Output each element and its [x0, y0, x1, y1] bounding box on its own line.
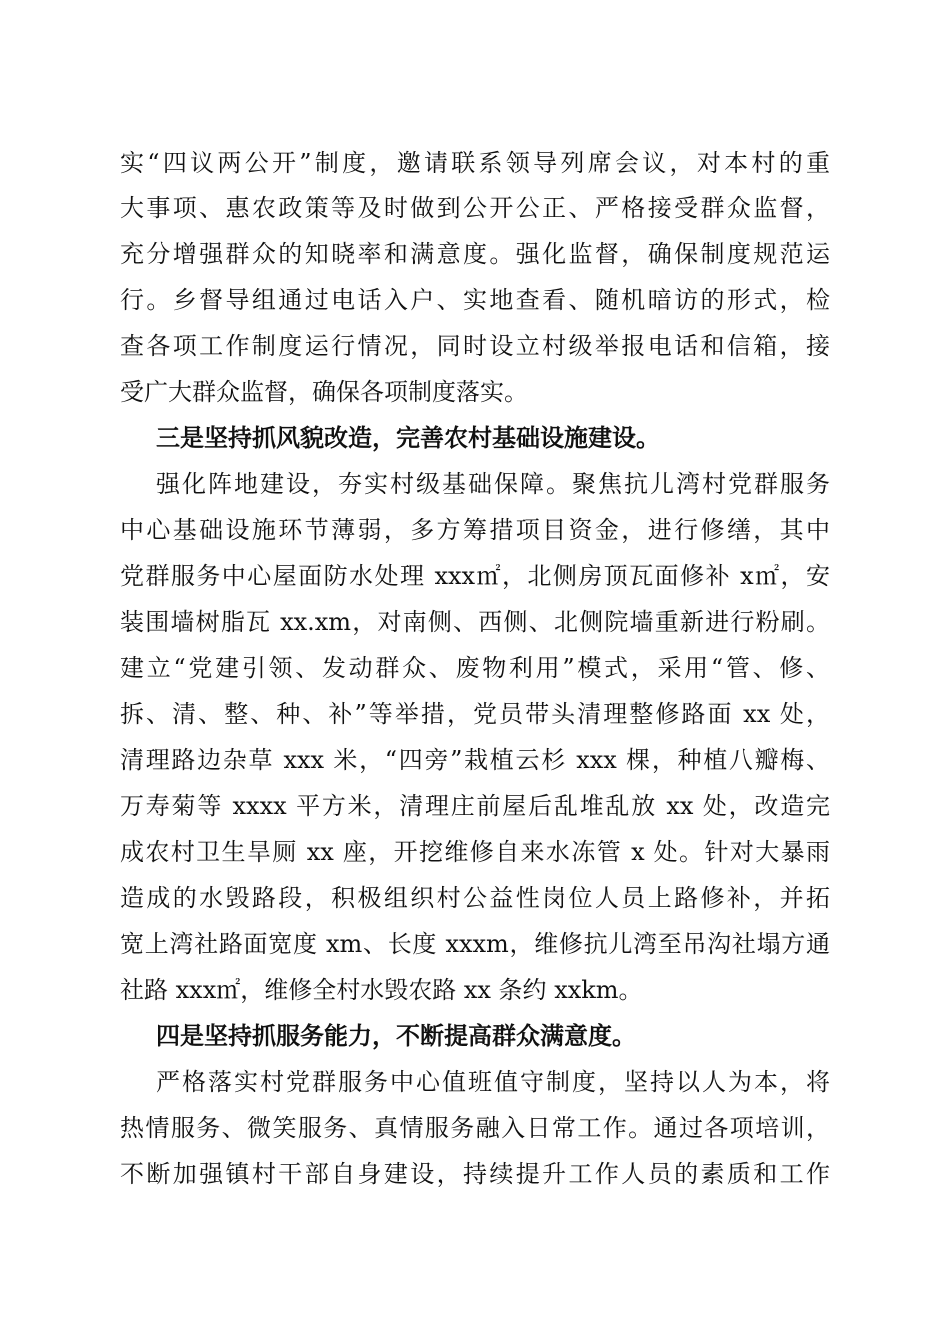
- paragraph-line: 拆、清、整、种、补”等举措，党员带头清理整修路面 xx 处，: [120, 700, 830, 728]
- paragraph-line: 党群服务中心屋面防水处理 xxx㎡，北侧房顶瓦面修补 x㎡，安: [120, 562, 830, 590]
- paragraph-line: 大事项、惠农政策等及时做到公开公正、严格接受群众监督，: [120, 194, 830, 222]
- paragraph-line: 强化阵地建设，夯实村级基础保障。聚焦抗儿湾村党群服务: [156, 470, 830, 498]
- paragraph-line: 实“四议两公开”制度，邀请联系领导列席会议，对本村的重: [120, 149, 830, 177]
- paragraph-line: 社路 xxx㎡，维修全村水毁农路 xx 条约 xxkm。: [120, 976, 643, 1004]
- paragraph-line: 热情服务、微笑服务、真情服务融入日常工作。通过各项培训，: [120, 1114, 830, 1142]
- paragraph-line: 造成的水毁路段，积极组织村公益性岗位人员上路修补，并拓: [120, 884, 830, 912]
- paragraph-line: 行。乡督导组通过电话入户、实地查看、随机暗访的形式，检: [120, 286, 830, 314]
- paragraph-line: 不断加强镇村干部自身建设，持续提升工作人员的素质和工作: [120, 1160, 830, 1188]
- paragraph-line: 清理路边杂草 xxx 米，“四旁”栽植云杉 xxx 棵，种植八瓣梅、: [120, 746, 830, 774]
- section-heading: 四是坚持抓服务能力，不断提高群众满意度。: [156, 1021, 636, 1050]
- paragraph-line: 充分增强群众的知晓率和满意度。强化监督，确保制度规范运: [120, 240, 830, 268]
- paragraph-line: 装围墙树脂瓦 xx.xm，对南侧、西侧、北侧院墙重新进行粉刷。: [120, 608, 830, 636]
- paragraph-line: 受广大群众监督，确保各项制度落实。: [120, 378, 528, 406]
- paragraph-line: 严格落实村党群服务中心值班值守制度，坚持以人为本，将: [156, 1068, 830, 1096]
- section-heading: 三是坚持抓风貌改造，完善农村基础设施建设。: [156, 423, 660, 452]
- paragraph-line: 万寿菊等 xxxx 平方米，清理庄前屋后乱堆乱放 xx 处，改造完: [120, 792, 830, 820]
- paragraph-line: 查各项工作制度运行情况，同时设立村级举报电话和信箱，接: [120, 332, 830, 360]
- paragraph-line: 宽上湾社路面宽度 xm、长度 xxxm，维修抗儿湾至吊沟社塌方通: [120, 930, 830, 958]
- paragraph-line: 中心基础设施环节薄弱，多方筹措项目资金，进行修缮，其中: [120, 516, 830, 544]
- paragraph-line: 成农村卫生旱厕 xx 座，开挖维修自来水冻管 x 处。针对大暴雨: [120, 838, 830, 866]
- paragraph-line: 建立“党建引领、发动群众、废物利用”模式，采用“管、修、: [120, 654, 830, 682]
